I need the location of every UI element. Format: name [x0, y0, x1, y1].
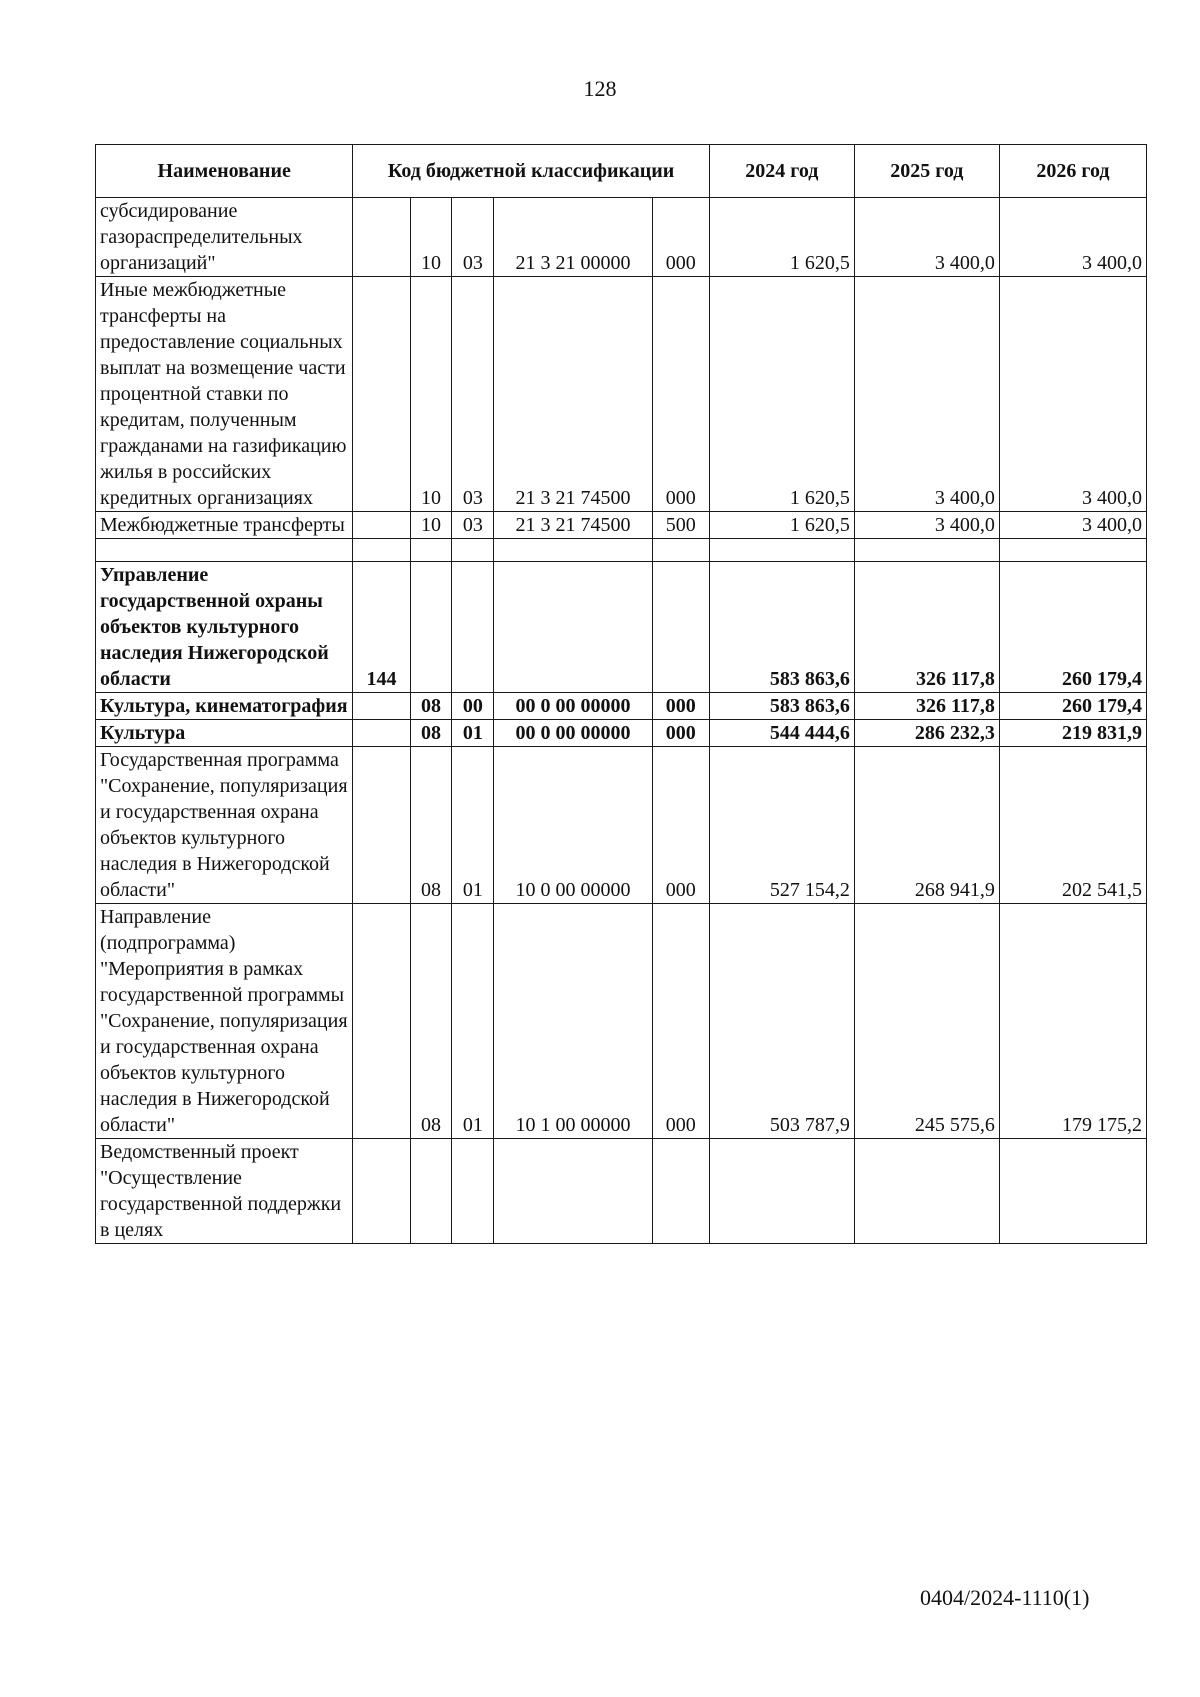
document-code: 0404/2024-1110(1): [920, 1585, 1090, 1610]
row-rz: 10: [410, 198, 452, 277]
row-2024: 1 620,5: [709, 277, 854, 512]
table-row: [96, 1139, 1147, 1244]
budget-table: [95, 144, 1147, 1244]
row-name: Культура, кинематография: [96, 693, 353, 720]
row-ved: [353, 277, 410, 512]
row-pr: [452, 562, 494, 693]
row-2025: 3 400,0: [854, 512, 999, 539]
row-2026: 219 831,9: [999, 720, 1146, 747]
row-ved: [353, 693, 410, 720]
row-vr: 500: [652, 512, 709, 539]
row-2024: 1 620,5: [709, 512, 854, 539]
row-csr: 21 3 21 74500: [494, 512, 652, 539]
row-2026: 3 400,0: [999, 277, 1146, 512]
row-ved: [353, 512, 410, 539]
row-csr: [494, 1139, 652, 1244]
row-pr: [452, 1139, 494, 1244]
row-vr: [652, 562, 709, 693]
row-vr: [652, 1139, 709, 1244]
row-2026: 202 541,5: [999, 747, 1146, 904]
row-csr: 00 0 00 00000: [494, 693, 652, 720]
row-2024: 583 863,6: [709, 693, 854, 720]
table-row: [96, 747, 1147, 904]
row-name: Направление (подпрограмма) "Мероприятия в рамках государственной программы "Сохранение, популяризация и государственная охрана объектов культурного наследия в Нижегородской области": [96, 904, 353, 1139]
row-2025: 326 117,8: [854, 562, 999, 693]
row-ved: [353, 904, 410, 1139]
row-vr: 000: [652, 904, 709, 1139]
row-rz: 08: [410, 693, 452, 720]
header-2026: 2026 год: [999, 145, 1146, 198]
row-2024: 527 154,2: [709, 747, 854, 904]
row-ved: [353, 747, 410, 904]
table-row: [96, 904, 1147, 1139]
row-vr: 000: [652, 693, 709, 720]
row-2026: 3 400,0: [999, 198, 1146, 277]
row-pr: 00: [452, 693, 494, 720]
row-name: [96, 539, 353, 562]
table-header-row: [96, 145, 1147, 198]
row-2024: 544 444,6: [709, 720, 854, 747]
row-ved: [353, 539, 410, 562]
row-name: Культура: [96, 720, 353, 747]
row-2025: [854, 1139, 999, 1244]
row-vr: [652, 539, 709, 562]
row-rz: 08: [410, 720, 452, 747]
row-csr: 21 3 21 74500: [494, 277, 652, 512]
row-pr: 01: [452, 904, 494, 1139]
table-row: [96, 198, 1147, 277]
row-rz: 10: [410, 277, 452, 512]
row-2026: 3 400,0: [999, 512, 1146, 539]
row-2026: 260 179,4: [999, 562, 1146, 693]
row-2024: 503 787,9: [709, 904, 854, 1139]
row-csr: 10 1 00 00000: [494, 904, 652, 1139]
row-2025: 326 117,8: [854, 693, 999, 720]
row-rz: [410, 562, 452, 693]
row-pr: 03: [452, 512, 494, 539]
row-rz: 08: [410, 747, 452, 904]
row-csr: [494, 562, 652, 693]
row-2024: [709, 1139, 854, 1244]
row-rz: 10: [410, 512, 452, 539]
page-number: 128: [583, 76, 617, 101]
table-row: [96, 277, 1147, 512]
row-vr: 000: [652, 720, 709, 747]
row-pr: 01: [452, 747, 494, 904]
row-ved: [353, 720, 410, 747]
table-row: [96, 562, 1147, 693]
row-csr: 00 0 00 00000: [494, 720, 652, 747]
row-csr: 10 0 00 00000: [494, 747, 652, 904]
row-csr: [494, 539, 652, 562]
row-pr: 03: [452, 198, 494, 277]
row-rz: 08: [410, 904, 452, 1139]
row-2025: [854, 539, 999, 562]
table-row: [96, 693, 1147, 720]
row-csr: 21 3 21 00000: [494, 198, 652, 277]
row-vr: 000: [652, 277, 709, 512]
row-2025: 245 575,6: [854, 904, 999, 1139]
row-pr: [452, 539, 494, 562]
row-2026: 179 175,2: [999, 904, 1146, 1139]
row-name: Ведомственный проект "Осуществление государственной поддержки в целях: [96, 1139, 353, 1244]
row-rz: [410, 539, 452, 562]
row-2025: 268 941,9: [854, 747, 999, 904]
row-name: Государственная программа "Сохранение, популяризация и государственная охрана объектов культурного наследия в Нижегородской области": [96, 747, 353, 904]
row-2025: 3 400,0: [854, 277, 999, 512]
row-name: Межбюджетные трансферты: [96, 512, 353, 539]
row-pr: 01: [452, 720, 494, 747]
row-2026: [999, 539, 1146, 562]
row-ved: [353, 198, 410, 277]
row-name: Иные межбюджетные трансферты на предоставление социальных выплат на возмещение части процентной ставки по кредитам, полученным гражданами на газификацию жилья в российских кредитных организациях: [96, 277, 353, 512]
row-2024: [709, 539, 854, 562]
row-vr: 000: [652, 198, 709, 277]
row-2024: 1 620,5: [709, 198, 854, 277]
row-vr: 000: [652, 747, 709, 904]
row-name: субсидирование газораспределительных организаций": [96, 198, 353, 277]
row-2026: [999, 1139, 1146, 1244]
table-row-empty: [96, 539, 1147, 562]
row-rz: [410, 1139, 452, 1244]
header-name: Наименование: [96, 145, 353, 198]
row-2024: 583 863,6: [709, 562, 854, 693]
table-row: [96, 512, 1147, 539]
row-ved: 144: [353, 562, 410, 693]
row-2025: 3 400,0: [854, 198, 999, 277]
row-name: Управление государственной охраны объектов культурного наследия Нижегородской области: [96, 562, 353, 693]
header-2024: 2024 год: [709, 145, 854, 198]
header-code: Код бюджетной классификации: [353, 145, 709, 198]
row-ved: [353, 1139, 410, 1244]
table-row: [96, 720, 1147, 747]
header-2025: 2025 год: [854, 145, 999, 198]
row-2026: 260 179,4: [999, 693, 1146, 720]
row-2025: 286 232,3: [854, 720, 999, 747]
row-pr: 03: [452, 277, 494, 512]
